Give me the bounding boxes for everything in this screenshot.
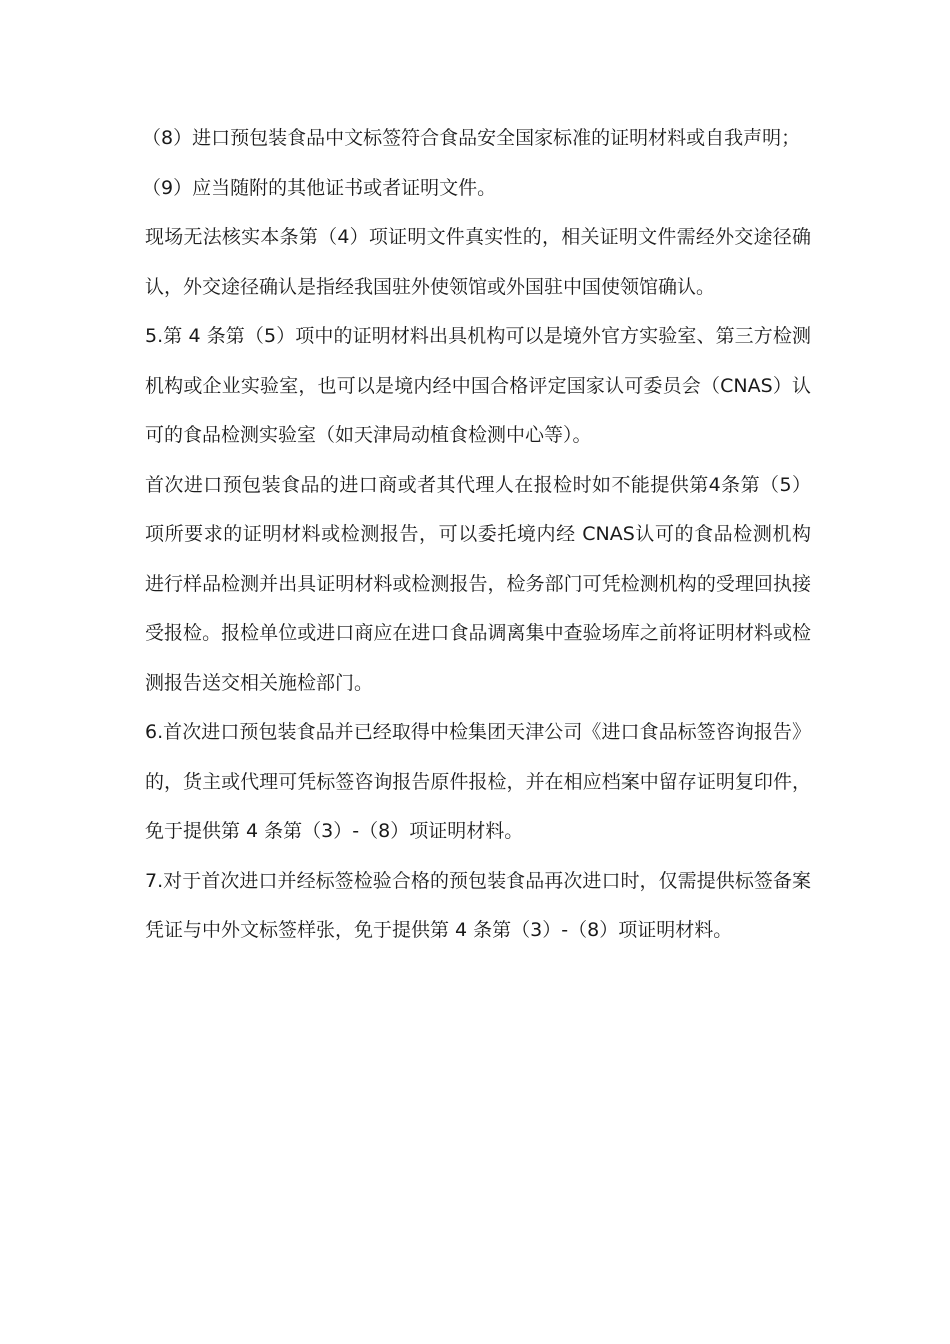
paragraph-clause-6: 6.首次进口预包装食品并已经取得中检集团天津公司《进口食品标签咨询报告》的，货主或代理可凭标签咨询报告原件报检，并在相应档案中留存证明复印件，免于提供第 4 条第（3）-（8）项证明材料。 <box>145 721 811 842</box>
paragraph-clause-7: 7.对于首次进口并经标签检验合格的预包装食品再次进口时，仅需提供标签备案凭证与中外文标签样张，免于提供第 4 条第（3）-（8）项证明材料。 <box>145 869 811 941</box>
paragraph-item-9: （9）应当随附的其他证书或者证明文件。 <box>142 176 497 199</box>
document-body <box>142 114 811 956</box>
paragraph-verification-note: 现场无法核实本条第（4）项证明文件真实性的，相关证明文件需经外交途径确认，外交途径确认是指经我国驻外使领馆或外国驻中国使领馆确认。 <box>145 226 811 298</box>
paragraph-clause-5: 5.第 4 条第（5）项中的证明材料出具机构可以是境外官方实验室、第三方检测机构或企业实验室，也可以是境内经中国合格评定国家认可委员会（CNAS）认可的食品检测实验室（如天津局动植食检测中心等）。 <box>145 325 811 446</box>
paragraph-item-8: （8）进口预包装食品中文标签符合食品安全国家标准的证明材料或自我声明； <box>142 127 801 149</box>
paragraph-first-import-testing: 首次进口预包装食品的进口商或者其代理人在报检时如不能提供第4条第（5）项所要求的证明材料或检测报告，可以委托境内经 CNAS认可的食品检测机构进行样品检测并出具证明材料或检测报告，检务部门可凭检测机构的受理回执接受报检。报检单位或进口商应在进口食品调离集中查验场库之前将证明材料或检测报告送交相关施检部门。 <box>145 473 811 694</box>
